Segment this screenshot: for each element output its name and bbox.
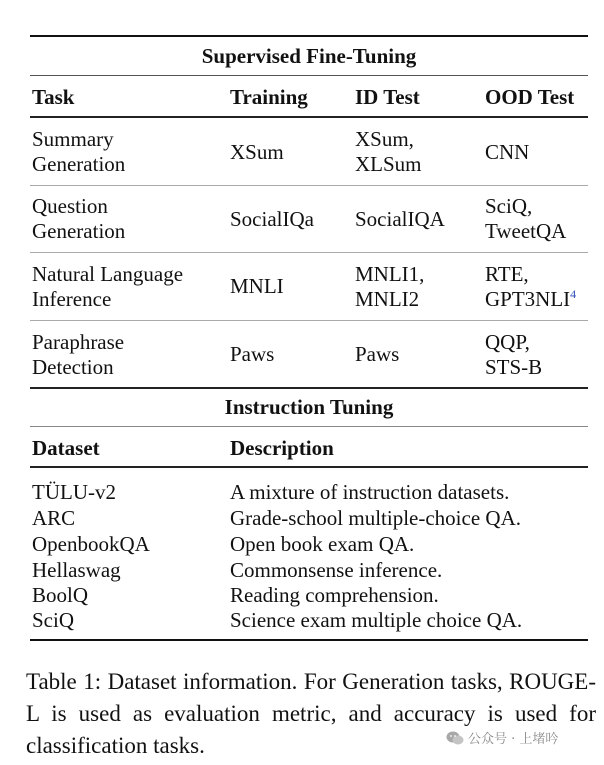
id-test-cell: XSum, bbox=[355, 127, 414, 151]
row-rule bbox=[30, 320, 588, 321]
ood-test-cell: TweetQA bbox=[485, 219, 567, 243]
description-cell: A mixture of instruction datasets. bbox=[230, 480, 510, 504]
training-cell: SocialIQa bbox=[230, 207, 314, 231]
watermark-text: 公众号 · 上堵吟 bbox=[468, 732, 559, 747]
ood-test-cell bbox=[485, 286, 576, 312]
description-cell: Reading comprehension. bbox=[230, 583, 439, 607]
dataset-cell: ARC bbox=[32, 506, 76, 530]
task-cell: Summary bbox=[32, 127, 114, 151]
dataset-cell: Hellaswag bbox=[32, 558, 121, 582]
bottom-rule bbox=[30, 639, 588, 641]
watermark bbox=[446, 728, 558, 747]
ood-test-cell: SciQ, bbox=[485, 194, 533, 218]
training-cell: XSum bbox=[230, 140, 284, 164]
ood-test-cell: QQP, bbox=[485, 330, 530, 354]
dataset-cell: BoolQ bbox=[32, 583, 89, 607]
description-cell: Grade-school multiple-choice QA. bbox=[230, 506, 521, 530]
id-test-cell: MNLI2 bbox=[355, 287, 420, 311]
ood-test-cell: RTE, bbox=[485, 262, 529, 286]
training-cell: MNLI bbox=[230, 274, 284, 298]
id-test-cell: SocialIQA bbox=[355, 207, 445, 231]
task-cell: Inference bbox=[32, 287, 112, 311]
header-description: Description bbox=[230, 436, 334, 460]
header-dataset: Dataset bbox=[32, 436, 100, 460]
it-title-rule bbox=[30, 426, 588, 427]
footnote-marker[interactable]: 4 bbox=[570, 287, 577, 301]
id-test-cell: Paws bbox=[355, 342, 400, 366]
id-test-cell: MNLI1, bbox=[355, 262, 425, 286]
it-header-rule bbox=[30, 466, 588, 468]
header-ood-test: OOD Test bbox=[485, 85, 575, 109]
ood-test-cell: CNN bbox=[485, 140, 530, 164]
ood-test-text: GPT3NLI bbox=[485, 287, 571, 311]
dataset-cell: OpenbookQA bbox=[32, 532, 150, 556]
header-id-test: ID Test bbox=[355, 85, 420, 109]
task-cell: Natural Language bbox=[32, 262, 184, 286]
ood-test-cell: STS-B bbox=[485, 355, 543, 379]
id-test-cell: XLSum bbox=[355, 152, 422, 176]
header-task: Task bbox=[32, 85, 75, 109]
description-cell: Science exam multiple choice QA. bbox=[230, 608, 523, 632]
it-section-title: Instruction Tuning bbox=[224, 395, 394, 419]
section-rule bbox=[30, 387, 588, 389]
task-cell: Paraphrase bbox=[32, 330, 125, 354]
row-rule bbox=[30, 252, 588, 253]
header-training: Training bbox=[230, 85, 308, 109]
task-cell: Detection bbox=[32, 355, 114, 379]
wechat-icon bbox=[446, 730, 464, 746]
description-cell: Commonsense inference. bbox=[230, 558, 443, 582]
sft-section-title: Supervised Fine-Tuning bbox=[201, 44, 417, 68]
table-caption: Table 1: Dataset information. For Generation tasks, ROUGE-L is used as evaluation metric, and accuracy is used for classification tasks. bbox=[26, 669, 596, 758]
top-rule bbox=[30, 35, 588, 37]
task-cell: Question bbox=[32, 194, 108, 218]
task-cell: Generation bbox=[32, 219, 126, 243]
description-cell: Open book exam QA. bbox=[230, 532, 415, 556]
training-cell: Paws bbox=[230, 342, 275, 366]
dataset-cell: TÜLU-v2 bbox=[32, 480, 116, 504]
sft-title-rule bbox=[30, 75, 588, 76]
dataset-cell: SciQ bbox=[32, 608, 74, 632]
sft-header-rule bbox=[30, 116, 588, 118]
row-rule bbox=[30, 185, 588, 186]
task-cell: Generation bbox=[32, 152, 126, 176]
